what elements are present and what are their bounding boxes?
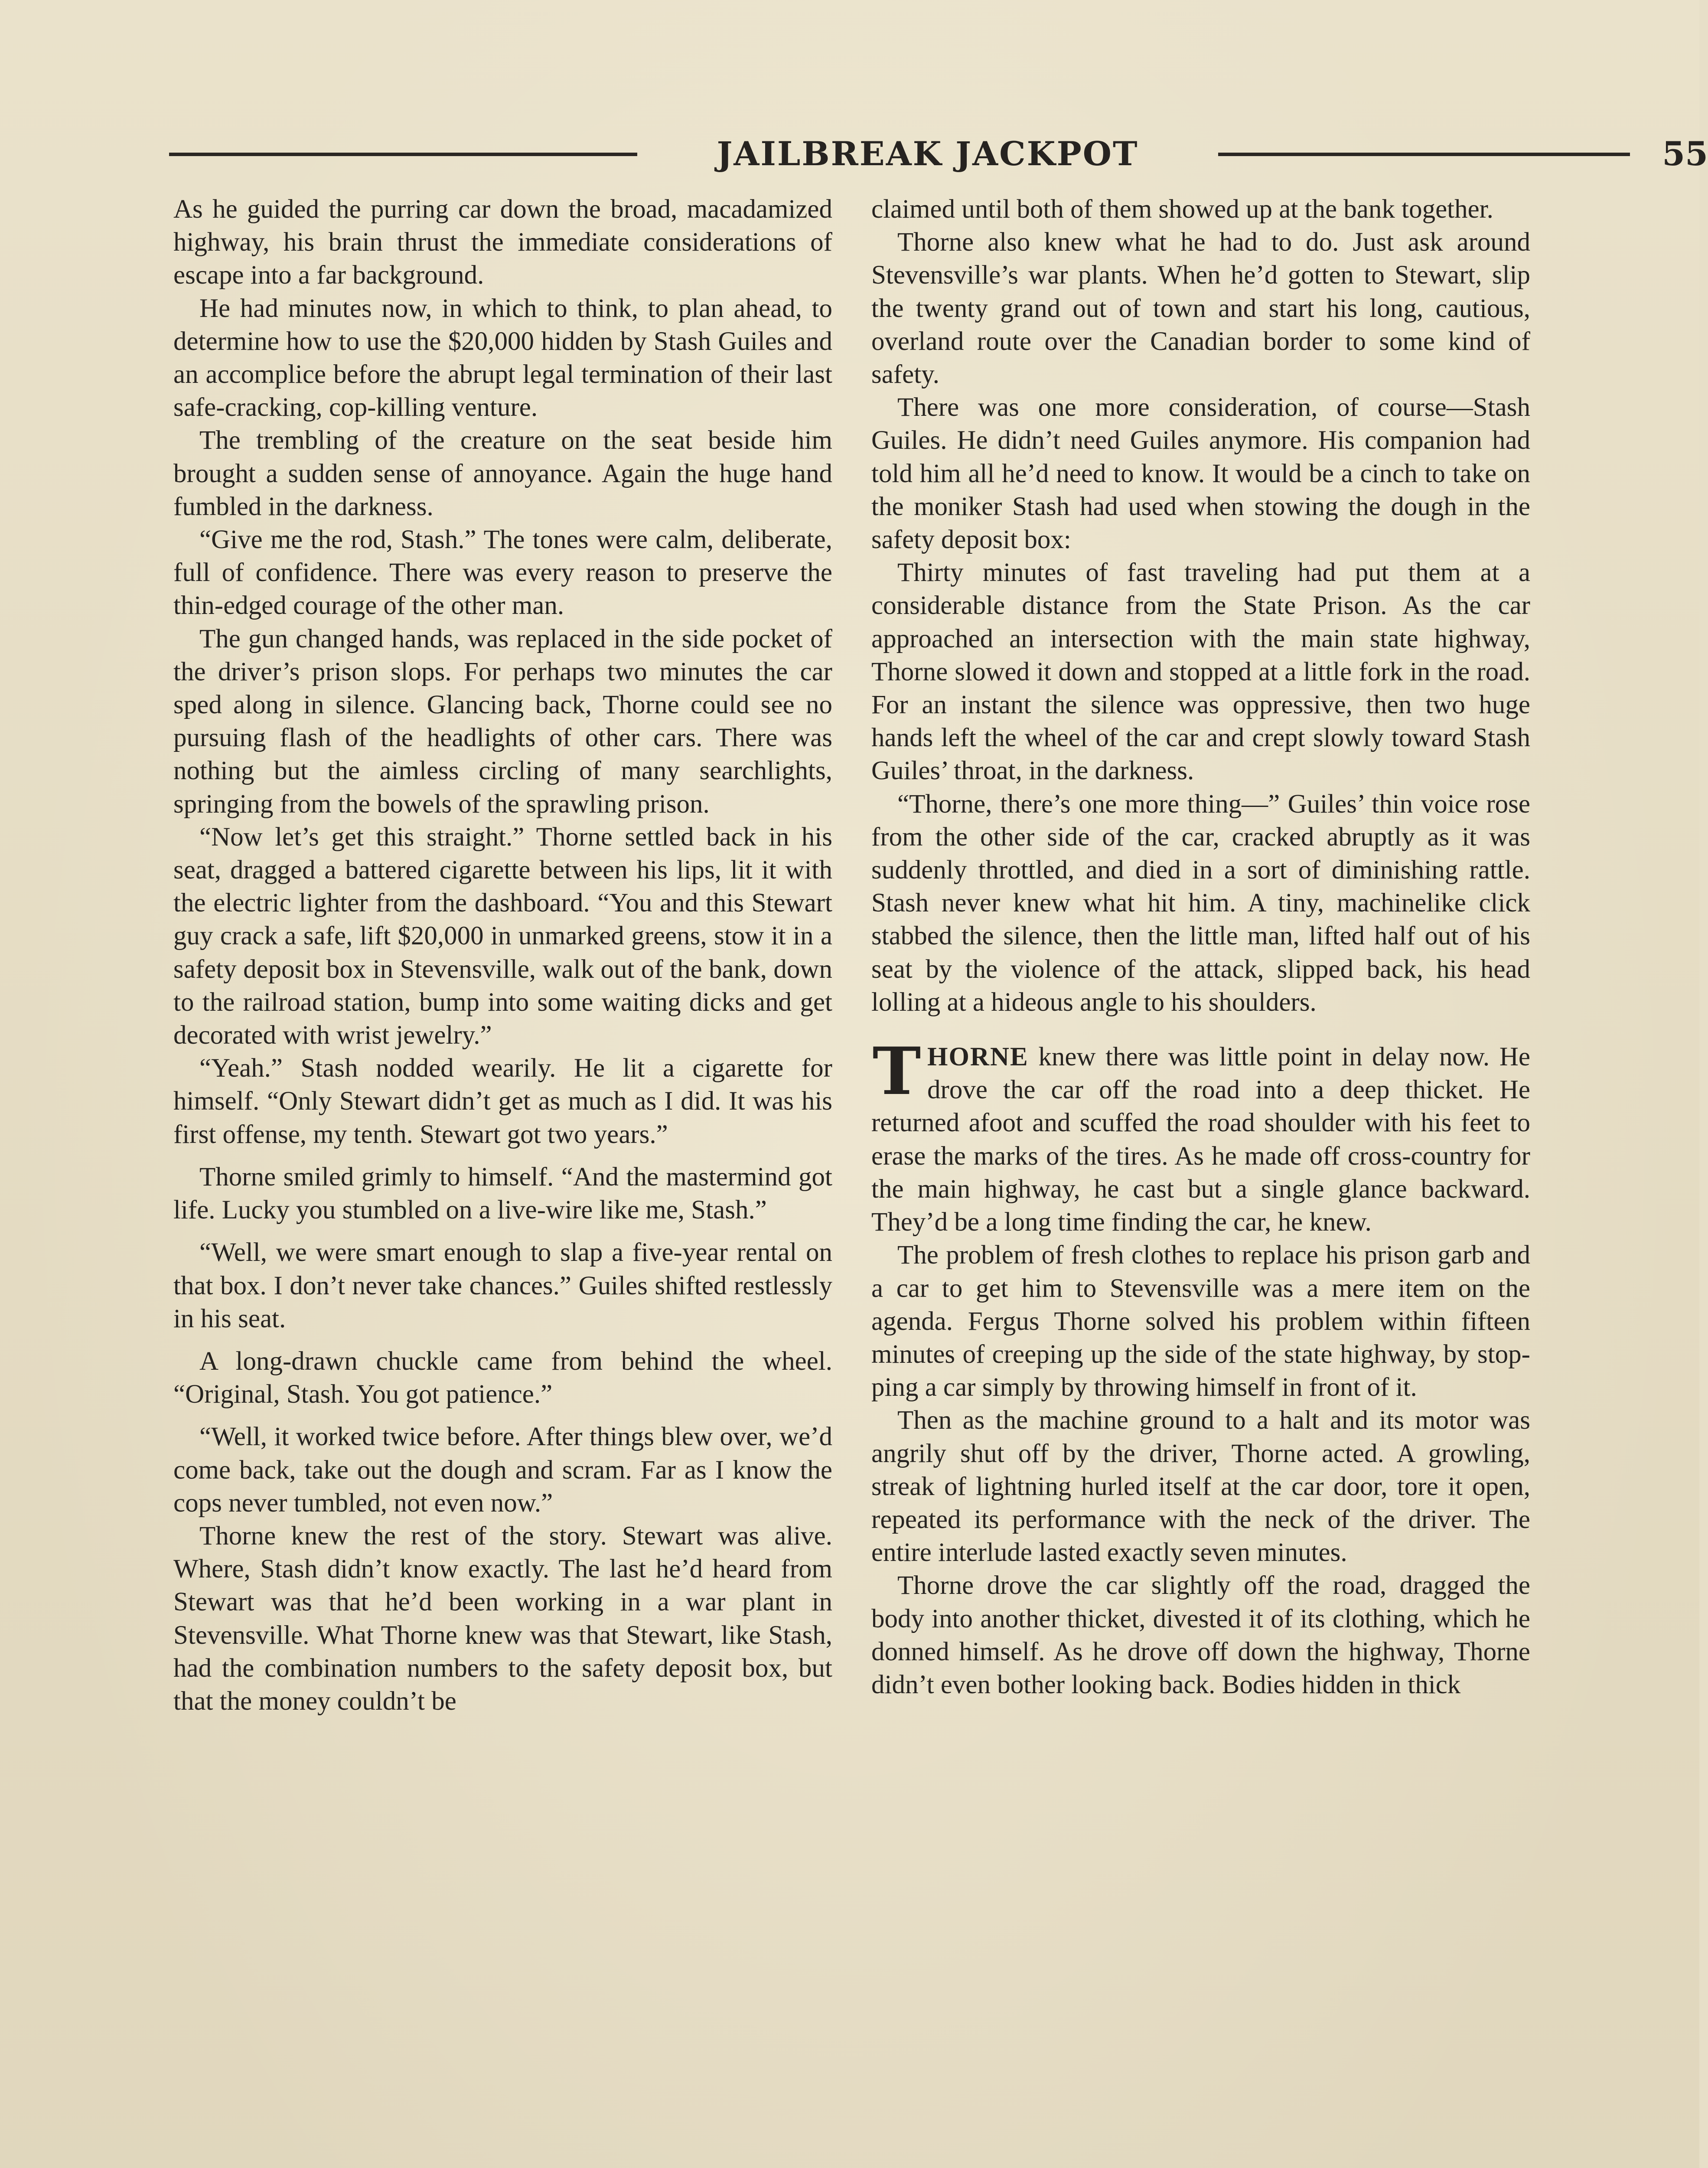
paragraph: The problem of fresh clothes to replace his prison garb and a car to get him to Stevensville was a mere item on the agenda. Fergus Thorne solved his problem within fifteen minutes of creeping up the side of the state highway, by stopping a car simply by throwing himself in front of it. (871, 1241, 1530, 1402)
right-column (871, 193, 1530, 2168)
paragraph: “Now let’s get this straight.” Thorne settled back in his seat, dragged a battered cigarette between his lips, lit it with the electric lighter from the dashboard. “You and this Stewart guy crack a safe, lift $20,000 in unmarked greens, stow it in a safety deposit box in Stevensville, walk out of the bank, down to the railroad station, bump into some waiting dicks and get decorated with wrist jewelry.” (173, 822, 832, 1050)
drop-cap: T (872, 1033, 921, 1110)
paragraph: Thorne drove the car slightly off the road, dragged the body into another thicket, divested it of its clothing, which he donned himself. As he drove off down the highway, Thorne didn’t even bother looking back. Bodies hidden in thick (871, 1571, 1530, 1699)
story-title: JAILBREAK JACKPOT (717, 134, 1139, 173)
section-text: knew there was little point in delay now. He drove the car off the road into a deep thicket. He returned afoot and scuffed the road shoulder with his feet to erase the marks of the tires. As he made off cross-country for the main highway, he cast but a single glance backward. They’d be a long time finding the car, he knew. (871, 1042, 1530, 1237)
lead-word: HORNE (927, 1042, 1029, 1072)
paragraph: “Thorne, there’s one more thing—” Guiles’ thin voice rose from the other side of the car, cracked abruptly as it was suddenly throttled, and died in a sort of diminishing rattle. Stash never knew what hit him. A tiny, machinelike click stabbed the silence, then the little man, lifted half out of his seat by the violence of the attack, slipped back, his head lolling at a hideous angle to his shoulders. (871, 789, 1530, 1017)
page-number: 55 (1662, 134, 1708, 173)
paragraph: “Well, we were smart enough to slap a five-year rental on that box. I don’t never take chances.” Guiles shifted restlessly in his seat. (173, 1238, 832, 1333)
section-opening-paragraph (871, 1033, 1530, 1239)
header-rule-left (169, 153, 637, 156)
paragraph: He had minutes now, in which to think, to plan ahead, to determine how to use the $20,000 hidden by Stash Guiles and an accomplice before the abrupt legal termination of their last safe-cracking, cop-killing venture. (173, 294, 832, 422)
paragraph: There was one more consideration, of course—Stash Guiles. He didn’t need Guiles anymore. His companion had told him all he’d need to know. It would be a cinch to take on the moniker Stash had used when stowing the dough in the safety deposit box: (871, 393, 1530, 555)
paragraph: claimed until both of them showed up at the bank together. (871, 195, 1493, 224)
paragraph: Thorne also knew what he had to do. Just ask around Stevensville’s war plants. When he’d gotten to Stewart, slip the twenty grand out of town and start his long, cautious, overland route over the Canadian border to some kind of safety. (871, 228, 1530, 389)
paragraph: “Well, it worked twice before. After things blew over, we’d come back, take out the dough and scram. Far as I know the cops never tumbled, not even now.” (173, 1422, 832, 1518)
paragraph: Thirty minutes of fast traveling had put them at a considerable distance from the State Prison. As the car approached an intersection with the main state highway, Thorne slowed it down and stopped at a little fork in the road. For an instant the silence was oppressive, then two huge hands left the wheel of the car and crept slowly toward Stash Guiles’ throat, in the darkness. (871, 558, 1530, 786)
header-rule-right (1218, 153, 1630, 156)
paragraph: Thorne smiled grimly to himself. “And the mastermind got life. Lucky you stumbled on a live-wire like me, Stash.” (173, 1162, 832, 1225)
paragraph: “Give me the rod, Stash.” The tones were calm, deliberate, full of confidence. There was every reason to preserve the thin-edged courage of the other man. (173, 525, 832, 620)
paragraph: The gun changed hands, was replaced in the side pocket of the driver’s prison slops. For perhaps two minutes the car sped along in silence. Glancing back, Thorne could see no pursuing flash of the headlights of other cars. There was nothing but the aimless circling of many searchlights, springing from the bowels of the sprawling prison. (173, 624, 832, 819)
paragraph: The trembling of the creature on the seat beside him brought a sudden sense of annoyance. Again the huge hand fumbled in the darkness. (173, 426, 832, 521)
left-column (173, 193, 832, 2168)
paragraph: Thorne knew the rest of the story. Stewart was alive. Where, Stash didn’t know exactly. The last he’d heard from Stewart was that he’d been working in a war plant in Stevensville. What Thorne knew was that Stewart, like Stash, had the combination numbers to the safety deposit box, but that the money couldn’t be (173, 1521, 832, 1716)
paragraph: Then as the machine ground to a halt and its motor was angrily shut off by the driver, Thorne acted. A growling, streak of lightning hurled itself at the car door, tore it open, repeated its performance with the neck of the driver. The entire interlude lasted exactly seven minutes. (871, 1406, 1530, 1567)
running-header (169, 130, 1708, 178)
paragraph: As he guided the purring car down the broad, macadamized highway, his brain thrust the immediate considerations of escape into a far background. (173, 195, 832, 290)
paragraph: “Yeah.” Stash nodded wearily. He lit a cigarette for himself. “Only Stewart didn’t get as much as I did. It was his first offense, my tenth. Stewart got two years.” (173, 1054, 832, 1149)
paragraph: A long-drawn chuckle came from behind the wheel. “Original, Stash. You got patience.” (173, 1346, 832, 1409)
